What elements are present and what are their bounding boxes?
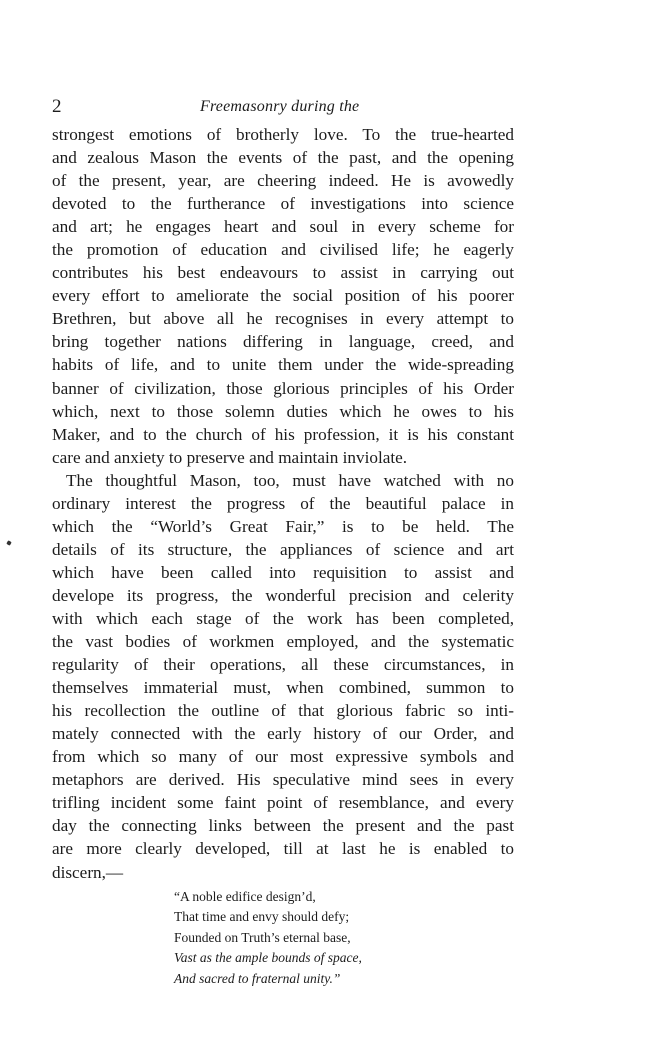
text-line: contributes his best endeavours to assist in carrying out <box>52 263 514 283</box>
page-number: 2 <box>52 96 62 117</box>
text-line: every effort to ameliorate the social position of his poorer <box>52 286 514 306</box>
text-line: Maker, and to the church of his profession, it is his constant <box>52 424 514 444</box>
text-line: habits of life, and to unite them under the wide-spreading <box>52 355 514 375</box>
text-line: with which each stage of the work has been completed, <box>52 608 514 628</box>
text-line: which the “World’s Great Fair,” is to be held. The <box>52 516 514 536</box>
text-line: and art; he engages heart and soul in every scheme for <box>52 217 514 237</box>
text-line: metaphors are derived. His speculative mind sees in every <box>52 770 514 790</box>
text-line: which have been called into requisition to assist and <box>52 562 514 582</box>
running-title: Freemasonry during the <box>200 98 360 115</box>
text-line: strongest emotions of brotherly love. To the true-hearted <box>52 125 514 144</box>
text-line: banner of civilization, those glorious principles of his Order <box>52 378 514 398</box>
text-line: the promotion of education and civilised life; he eagerly <box>52 240 514 260</box>
paragraph-2 <box>52 469 514 884</box>
verse-line: And sacred to fraternal unity.” <box>174 970 341 986</box>
verse-line: Vast as the ample bounds of space, <box>174 950 362 966</box>
text-line: regularity of their operations, all these circumstances, in <box>52 655 514 675</box>
text-line: day the connecting links between the present and the past <box>52 816 514 836</box>
text-line: the vast bodies of workmen employed, and the systematic <box>52 632 514 652</box>
margin-speck <box>6 540 11 545</box>
verse-line: That time and envy should defy; <box>174 909 350 925</box>
text-line: devoted to the furtherance of investigations into science <box>52 194 514 214</box>
body-text <box>52 123 514 884</box>
text-line: discern,— <box>52 862 124 882</box>
book-page <box>52 96 514 989</box>
text-line: from which so many of our most expressive symbols and <box>52 747 514 767</box>
text-line: ordinary interest the progress of the beautiful palace in <box>52 493 514 513</box>
text-line: which, next to those solemn duties which he owes to his <box>52 401 514 421</box>
verse-quotation <box>174 887 514 990</box>
text-line: The thoughtful Mason, too, must have watched with no <box>66 470 514 490</box>
text-line: bring together nations differing in language, creed, and <box>52 332 514 352</box>
verse-line: Founded on Truth’s eternal base, <box>174 929 351 945</box>
text-line: themselves immaterial must, when combined, summon to <box>52 678 514 698</box>
text-line: trifling incident some faint point of resemblance, and every <box>52 793 514 813</box>
verse-line: “A noble edifice design’d, <box>174 888 316 904</box>
running-head <box>52 96 514 120</box>
text-line: details of its structure, the appliances of science and art <box>52 539 514 559</box>
text-line: care and anxiety to preserve and maintain inviolate. <box>52 447 408 467</box>
text-line: and zealous Mason the events of the past, and the opening <box>52 148 514 168</box>
text-line: develope its progress, the wonderful precision and celerity <box>52 585 514 605</box>
paragraph-1 <box>52 123 514 469</box>
text-line: mately connected with the early history of our Order, and <box>52 724 514 744</box>
text-line: of the present, year, are cheering indeed. He is avowedly <box>52 171 514 191</box>
text-line: his recollection the outline of that glorious fabric so inti- <box>52 701 514 721</box>
text-line: Brethren, but above all he recognises in every attempt to <box>52 309 514 329</box>
text-line: are more clearly developed, till at last he is enabled to <box>52 839 514 859</box>
